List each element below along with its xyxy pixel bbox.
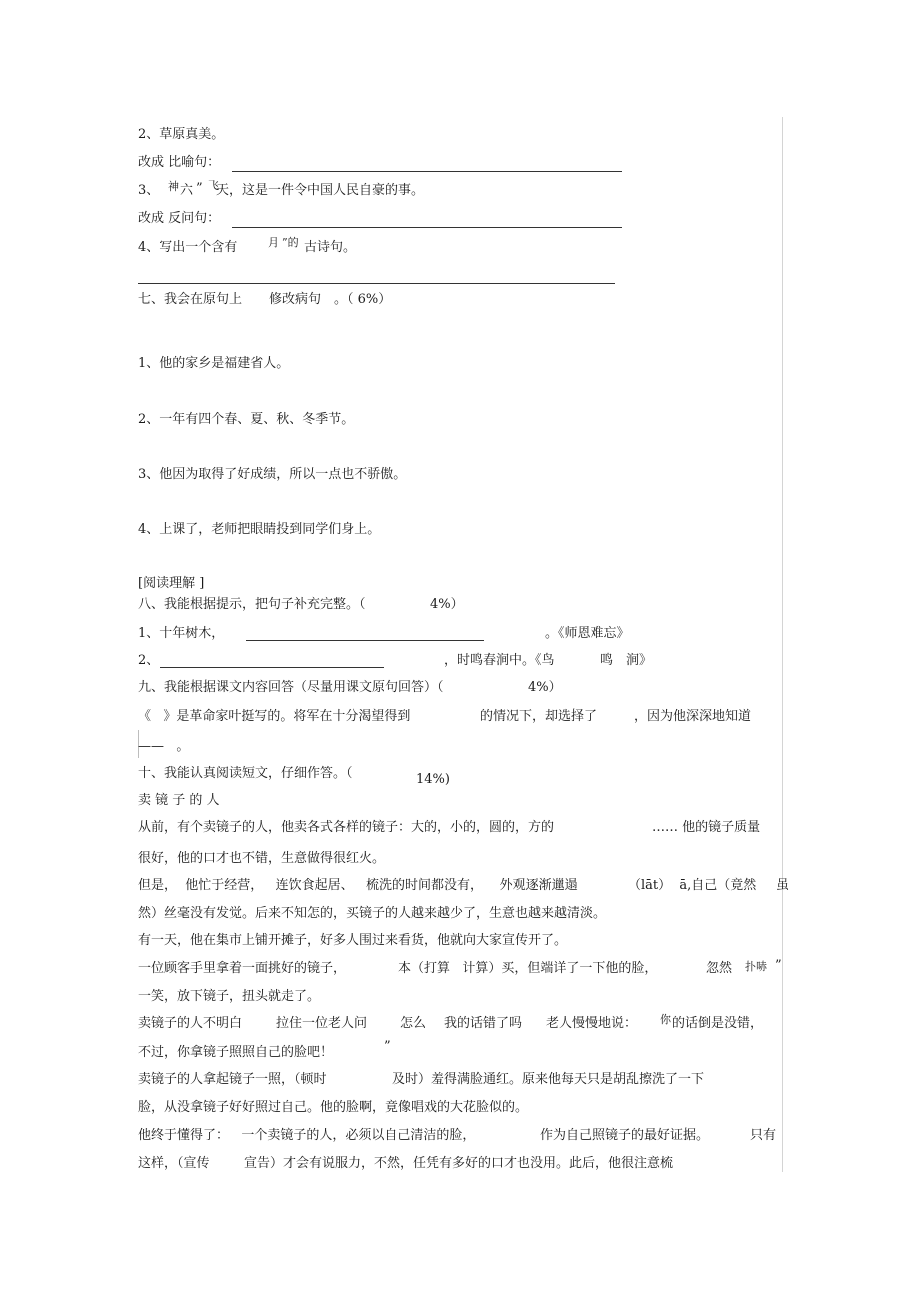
sec7-item-3: 3、他因为取得了好成绩，所以一点也不骄傲。 (138, 467, 407, 482)
story-p4-a: 一位顾客手里拿着一面挑好的镜子， (138, 961, 347, 976)
sec8-item2-c: 鸣 (600, 653, 614, 668)
q3-quote-char-1: 神 (168, 180, 179, 193)
story-p5-b: 拉住一位老人问 (276, 1016, 368, 1031)
story-p4-b: 本（打算 计算）买，但端详了一下他的脸， (398, 961, 658, 976)
q4-answer-line[interactable] (138, 283, 615, 284)
story-p6-b: 及时）羞得满脸通红。原来他每天只是胡乱擦洗了一下 (392, 1072, 705, 1087)
story-p7-e: 宣告）才会有说服力，不然，任凭有多好的口才也没用。此后，他很注意梳 (244, 1156, 674, 1171)
story-p5-c: 怎么 (400, 1016, 427, 1031)
q3-quote-char-2: 六 (180, 183, 194, 198)
q2-prompt: 改成 比喻句： (138, 155, 221, 170)
q3-answer-line[interactable] (232, 227, 622, 228)
q3-quote-mark: ” (196, 181, 203, 196)
sec8-item2-answer-line[interactable] (160, 667, 384, 668)
story-p5-g: 的话倒是没错， (672, 1016, 764, 1031)
sec8-percent: 4%） (430, 597, 464, 612)
story-p2-d: 然）丝毫没有发觉。后来不知怎的，买镜子的人越来越少了，生意也越来越清淡。 (138, 906, 607, 921)
story-p4-e: ” (775, 958, 782, 973)
sec9-percent: 4%） (528, 680, 562, 695)
story-p1-b: …… 他的镜子质量 (652, 820, 761, 835)
sec7-item-1: 1、他的家乡是福建省人。 (138, 356, 290, 371)
sec9-heading: 九、我能根据课文内容回答（尽量用课文原句回答）（ (138, 680, 444, 695)
q3-sentence: 天，这是一件令中国人民自豪的事。 (216, 183, 425, 198)
sec9-line1-b: 的情况下，却选择了 (480, 709, 598, 724)
story-p4-c: 忽然 (706, 961, 733, 976)
q3-prompt: 改成 反问句： (138, 211, 221, 226)
story-p5-a: 卖镜子的人不明白 (138, 1016, 243, 1031)
sec7-heading-a: 七、我会在原句上 (138, 292, 243, 307)
story-p4-f: 一笑，放下镜子，扭头就走了。 (138, 989, 321, 1004)
story-p3: 有一天，他在集市上铺开摊子，好多人围过来看货，他就向大家宣传开了。 (138, 933, 568, 948)
sec7-item-4: 4、上课了，老师把眼睛投到同学们身上。 (138, 522, 381, 537)
story-p2-c: 虽 (776, 878, 790, 893)
sec10-heading: 十、我能认真阅读短文，仔细作答。（ (138, 766, 353, 781)
sec10-percent: 14%) (416, 772, 450, 787)
sec8-heading: 八、我能根据提示，把句子补充完整。（ (138, 597, 366, 612)
sec8-item1-a: 1、十年树木， (138, 626, 225, 641)
story-p5-f: 你 (660, 1013, 671, 1026)
q3-quote-char-3: 飞 (208, 179, 219, 192)
right-border-line (782, 117, 783, 1172)
sec8-item2-a: 2、 (138, 653, 160, 668)
story-p5-h: 不过，你拿镜子照照自己的脸吧！ (138, 1045, 334, 1060)
q2-sentence: 2、草原真美。 (138, 127, 225, 142)
story-title: 卖 镜 子 的 人 (138, 793, 220, 808)
sec8-item2-b: ，时鸣春涧中。《鸟 (444, 653, 555, 668)
story-p2-b: （lāt） ā,自己（竟然 (628, 878, 757, 893)
story-p7-b: 作为自己照镜子的最好证据。 (540, 1128, 710, 1143)
story-p6-c: 脸，从没拿镜子好好照过自己。他的脸啊，竟像唱戏的大花脸似的。 (138, 1100, 529, 1115)
q4-quote-mark: ”的 (282, 236, 299, 249)
q4-prompt: 4、写出一个含有 (138, 240, 238, 255)
sec8-item1-b: 。《师恩难忘》 (545, 626, 630, 641)
story-p4-d: 扑哧 (745, 960, 767, 973)
q4-suffix: 古诗句。 (304, 240, 357, 255)
story-p2-a: 但是， 他忙于经营， 连饮食起居、 梳洗的时间都没有， 外观逐渐邋遢 (138, 878, 578, 893)
story-p5-i: ” (384, 1039, 391, 1054)
story-p5-e: 老人慢慢地说： (546, 1016, 638, 1031)
sec9-line1-c: ，因为他深深地知道 (634, 709, 752, 724)
story-p7-a: 他终于懂得了： 一个卖镜子的人，必须以自己清洁的脸， (138, 1128, 476, 1143)
story-p1-c: 很好，他的口才也不错，生意做得很红火。 (138, 851, 386, 866)
q3-number: 3、 (138, 183, 160, 198)
sec9-line2: —— 。 (138, 739, 190, 754)
q2-answer-line[interactable] (232, 171, 622, 172)
story-p5-d: 我的话错了吗 (444, 1016, 523, 1031)
sec8-item1-answer-line[interactable] (246, 640, 484, 641)
story-p1-a: 从前，有个卖镜子的人，他卖各式各样的镜子：大的，小的，圆的，方的 (138, 820, 555, 835)
sec9-line1-a: 《 》是革命家叶挺写的。将军在十分渴望得到 (138, 709, 411, 724)
sec7-item-2: 2、一年有四个春、夏、秋、冬季节。 (138, 412, 355, 427)
story-p7-c: 只有 (750, 1128, 777, 1143)
sec7-heading-b: 修改病句 (269, 292, 322, 307)
sec7-heading-c: 。（ 6%） (334, 292, 392, 307)
reading-heading: [阅读理解 ] (138, 576, 205, 591)
story-p7-d: 这样，（宣传 (138, 1156, 210, 1171)
q4-quote-char: 月 (268, 236, 279, 249)
sec8-item2-d: 涧》 (626, 653, 653, 668)
story-p6-a: 卖镜子的人拿起镜子一照，（顿时 (138, 1072, 327, 1087)
